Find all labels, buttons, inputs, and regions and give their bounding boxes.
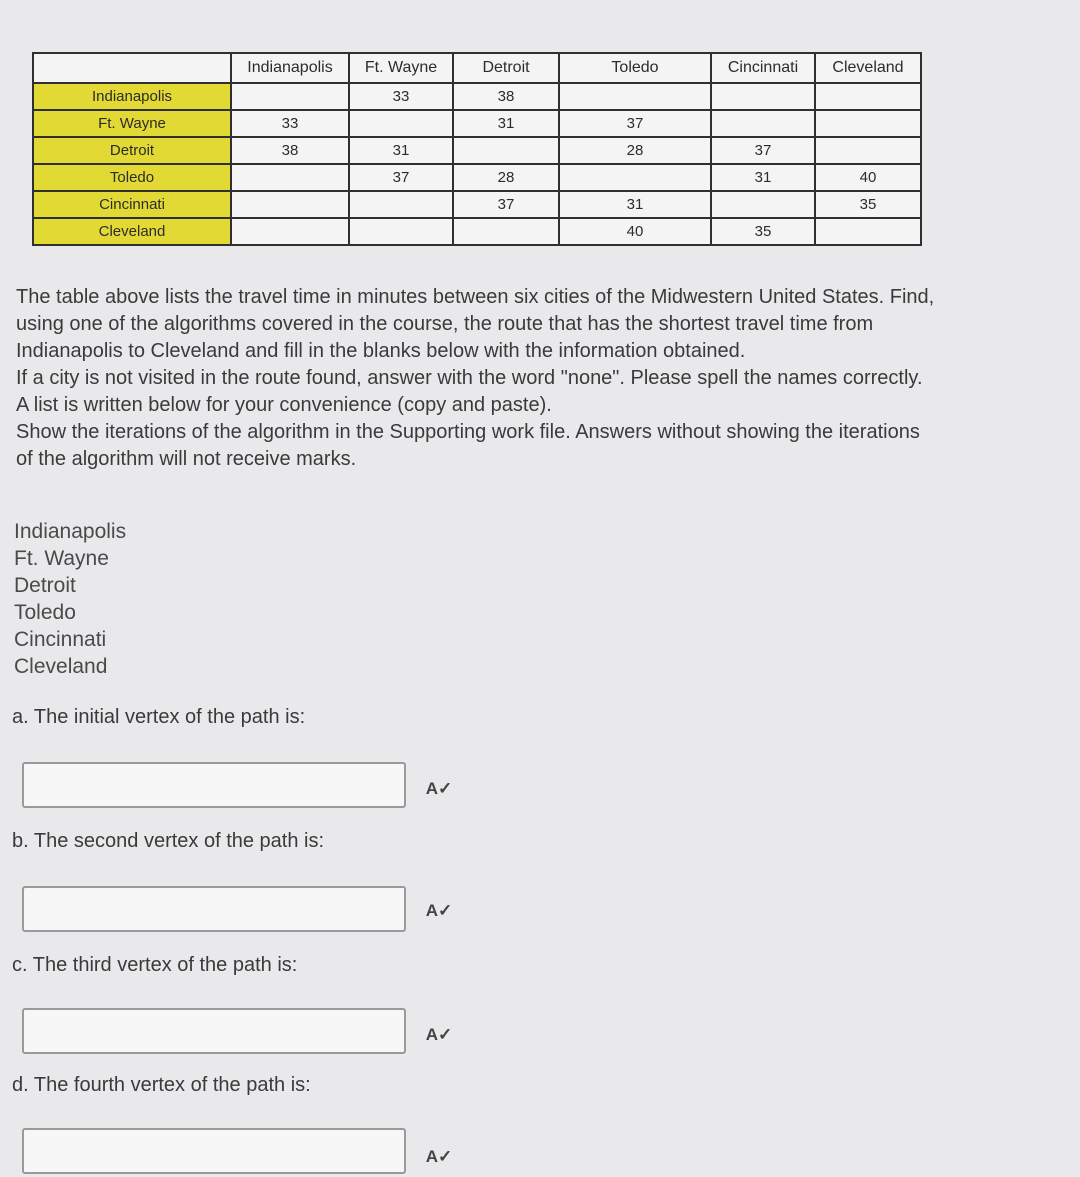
row-header: Toledo: [33, 164, 231, 191]
instructions-paragraph: The table above lists the travel time in minutes between six cities of the Midwestern United States. Find, using one of the algorithms covered in the course, the route that has the shortest travel time from Indianapolis to Cleveland and fill in the blanks below with the information obtained.: [16, 286, 935, 362]
instructions: [16, 284, 936, 473]
table-row: [33, 164, 921, 191]
answer-a-input[interactable]: [22, 762, 406, 808]
table-row: [33, 218, 921, 245]
row-header: Cleveland: [33, 218, 231, 245]
answer-d-input[interactable]: [22, 1128, 406, 1174]
table-cell: 35: [711, 218, 815, 245]
table-cell: [231, 164, 349, 191]
table-cell: 35: [815, 191, 921, 218]
instructions-paragraph: Show the iterations of the algorithm in the Supporting work file. Answers without showing the iterations of the algorithm will not receive marks.: [16, 421, 920, 470]
column-header: Toledo: [559, 53, 711, 83]
table-row: [33, 83, 921, 110]
table-cell: 31: [349, 137, 453, 164]
table-cell: [231, 191, 349, 218]
city-list-item: Indianapolis: [14, 520, 127, 543]
table-cell: [349, 218, 453, 245]
row-header: Cincinnati: [33, 191, 231, 218]
table-cell: [231, 218, 349, 245]
city-list-item: Detroit: [14, 574, 76, 597]
table-cell: [453, 137, 559, 164]
table-cell: 40: [559, 218, 711, 245]
column-header: Cincinnati: [711, 53, 815, 83]
table-row: [33, 137, 921, 164]
table-cell: 31: [711, 164, 815, 191]
table-cell: 33: [231, 110, 349, 137]
table-cell: [815, 110, 921, 137]
table-cell: 37: [349, 164, 453, 191]
table-cell: [815, 218, 921, 245]
table-cell: [349, 191, 453, 218]
column-header: Indianapolis: [231, 53, 349, 83]
answer-c-input[interactable]: [22, 1008, 406, 1054]
travel-time-table: [32, 52, 922, 246]
table-cell: 38: [453, 83, 559, 110]
city-list-item: Cleveland: [14, 655, 108, 678]
answer-b-input[interactable]: [22, 886, 406, 932]
table-cell: 31: [559, 191, 711, 218]
question-d-label: d. The fourth vertex of the path is:: [12, 1074, 311, 1096]
spellcheck-icon[interactable]: A✓: [425, 779, 453, 798]
table-cell: 28: [559, 137, 711, 164]
spellcheck-icon[interactable]: A✓: [425, 1147, 453, 1166]
table-cell: [559, 83, 711, 110]
table-cell: [453, 218, 559, 245]
table-cell: [711, 191, 815, 218]
column-header: Ft. Wayne: [349, 53, 453, 83]
column-header: Detroit: [453, 53, 559, 83]
table-cell: 31: [453, 110, 559, 137]
table-row: [33, 110, 921, 137]
table-corner-cell: [33, 53, 231, 83]
row-header: Detroit: [33, 137, 231, 164]
table-header-row: [33, 53, 921, 83]
table-cell: 40: [815, 164, 921, 191]
row-header: Ft. Wayne: [33, 110, 231, 137]
table-cell: 37: [559, 110, 711, 137]
table-cell: [711, 83, 815, 110]
instructions-paragraph: If a city is not visited in the route found, answer with the word "none". Please spell the names correctly. A list is written below for your convenience (copy and paste).: [16, 367, 923, 416]
table-cell: [815, 83, 921, 110]
table-cell: [711, 110, 815, 137]
city-list-item: Cincinnati: [14, 628, 107, 651]
table-cell: 33: [349, 83, 453, 110]
spellcheck-icon[interactable]: A✓: [425, 1025, 453, 1044]
table-cell: [349, 110, 453, 137]
question-a-label: a. The initial vertex of the path is:: [12, 706, 306, 728]
table-cell: 28: [453, 164, 559, 191]
table-cell: 38: [231, 137, 349, 164]
table-cell: [559, 164, 711, 191]
table-cell: [231, 83, 349, 110]
question-b-label: b. The second vertex of the path is:: [12, 830, 325, 852]
table-cell: 37: [711, 137, 815, 164]
table-cell: 37: [453, 191, 559, 218]
spellcheck-icon[interactable]: A✓: [425, 901, 453, 920]
city-list-item: Ft. Wayne: [14, 547, 109, 570]
table-row: [33, 191, 921, 218]
column-header: Cleveland: [815, 53, 921, 83]
table-cell: [815, 137, 921, 164]
row-header: Indianapolis: [33, 83, 231, 110]
city-list: [14, 518, 126, 680]
city-list-item: Toledo: [14, 601, 76, 624]
question-c-label: c. The third vertex of the path is:: [12, 954, 298, 976]
